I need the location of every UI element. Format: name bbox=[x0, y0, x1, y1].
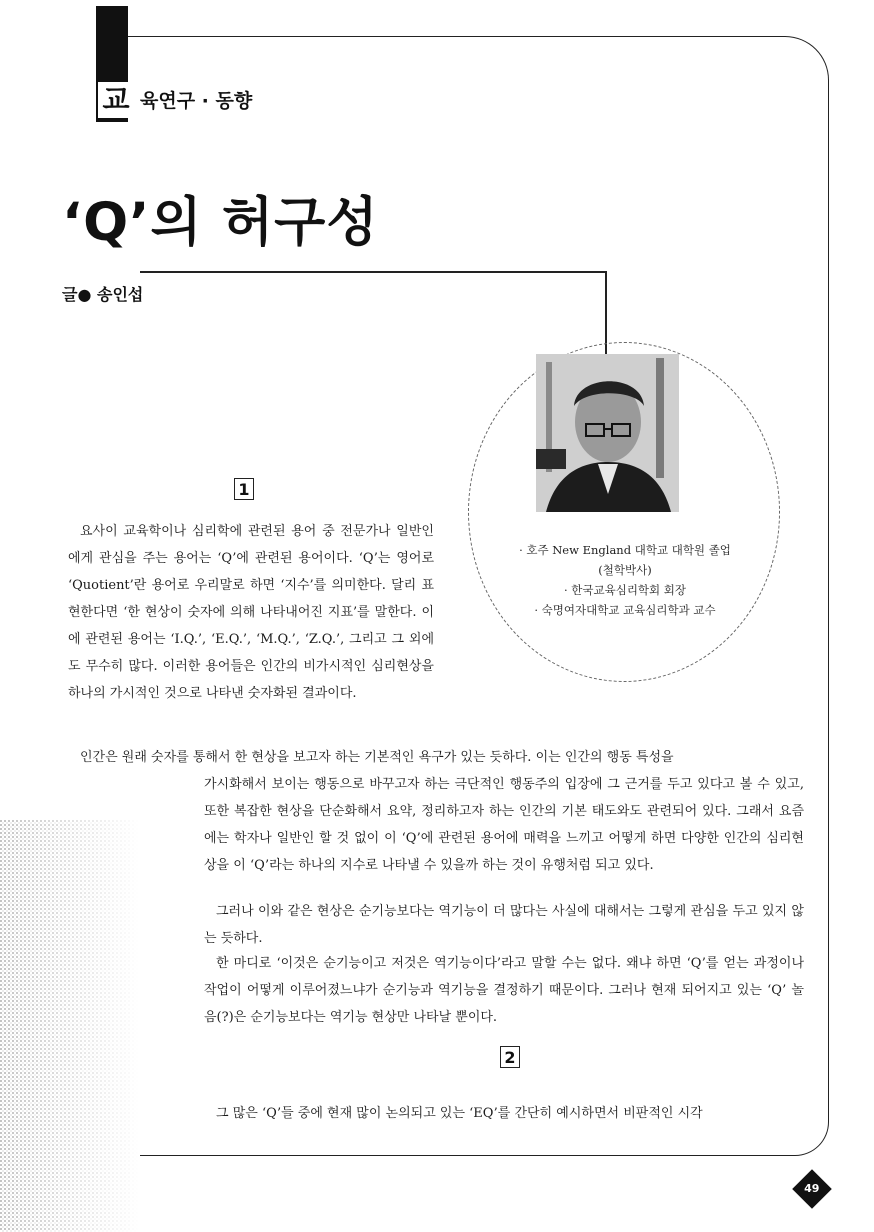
author-portrait bbox=[536, 354, 679, 512]
section-marker-1: 1 bbox=[234, 478, 254, 500]
caption-line: (철학박사) bbox=[598, 563, 652, 577]
page-number bbox=[792, 1169, 832, 1209]
body-paragraph: 인간은 원래 숫자를 통해서 한 현상을 보고자 하는 기본적인 욕구가 있는 듯하다. 이는 인간의 행동 특성을 bbox=[80, 750, 674, 765]
section-marker-2: 2 bbox=[500, 1046, 520, 1068]
author-caption bbox=[490, 540, 760, 620]
body-paragraph: 그 많은 ‘Q’들 중에 현재 많이 논의되고 있는 ‘EQ’를 간단히 예시하면서 비판적인 시각 bbox=[216, 1106, 703, 1121]
caption-line: · 숙명여자대학교 교육심리학과 교수 bbox=[534, 603, 716, 617]
article-title: ‘Q’의 허구성 bbox=[62, 192, 379, 253]
section-glyph: 교 bbox=[98, 82, 134, 118]
body-paragraph: 한 마디로 ‘이것은 순기능이고 저것은 역기능이다’라고 말할 수는 없다. 왜냐 하면 ‘Q’를 얻는 과정이나 작업이 어떻게 이루어졌느냐가 순기능과 역기능을 결정하기 때문이다. 그러나 현재 되어지고 있는 ‘Q’ 놀음(?)은 순기능보다는 역기능 현상만 나타날 뿐이다. bbox=[204, 956, 804, 1025]
page-number-text: 49 bbox=[804, 1182, 820, 1195]
byline: 글● 송인섭 bbox=[62, 285, 144, 304]
caption-line: · 호주 New England 대학교 대학원 졸업 bbox=[519, 543, 731, 557]
body-paragraph: 요사이 교육학이나 심리학에 관련된 용어 중 전문가나 일반인에게 관심을 주는 용어는 ‘Q’에 관련된 용어이다. ‘Q’는 영어로 ‘Quotient’란 용어로 우리말로 하면 ‘지수’를 의미한다. 달리 표현한다면 ‘한 현상이 숫자에 의해 나타내어진 지표’를 말한다. 이에 관련된 용어는 ‘I.Q.’, ‘E.Q.’, ‘M.Q.’, ‘Z.Q.’, 그리고 그 외에도 무수히 많다. 이러한 용어들은 인간의 비가시적인 심리현상을 하나의 가시적인 것으로 나타낸 숫자화된 결과이다. bbox=[68, 524, 434, 701]
section-label: 육연구 · 동향 bbox=[140, 90, 253, 112]
caption-line: · 한국교육심리학회 회장 bbox=[563, 583, 687, 597]
decorative-texture bbox=[0, 820, 140, 1232]
portrait-image bbox=[536, 354, 679, 512]
body-paragraph: 가시화해서 보이는 행동으로 바꾸고자 하는 극단적인 행동주의 입장에 그 근거를 두고 있다고 볼 수 있고, 또한 복잡한 현상을 단순화해서 요약, 정리하고자 하는 인간의 기본 태도와도 관련되어 있다. 그래서 요즘에는 학자나 일반인 할 것 없이 이 ‘Q’에 관련된 용어에 매력을 느끼고 어떻게 하면 다양한 인간의 심리현상을 이 ‘Q’라는 하나의 지수로 나타낼 수 있을까 하는 것이 유행처럼 되고 있다. bbox=[204, 777, 804, 873]
connector-rule bbox=[140, 271, 607, 273]
body-paragraph: 그러나 이와 같은 현상은 순기능보다는 역기능이 더 많다는 사실에 대해서는 그렇게 관심을 두고 있지 않는 듯하다. bbox=[204, 904, 804, 946]
